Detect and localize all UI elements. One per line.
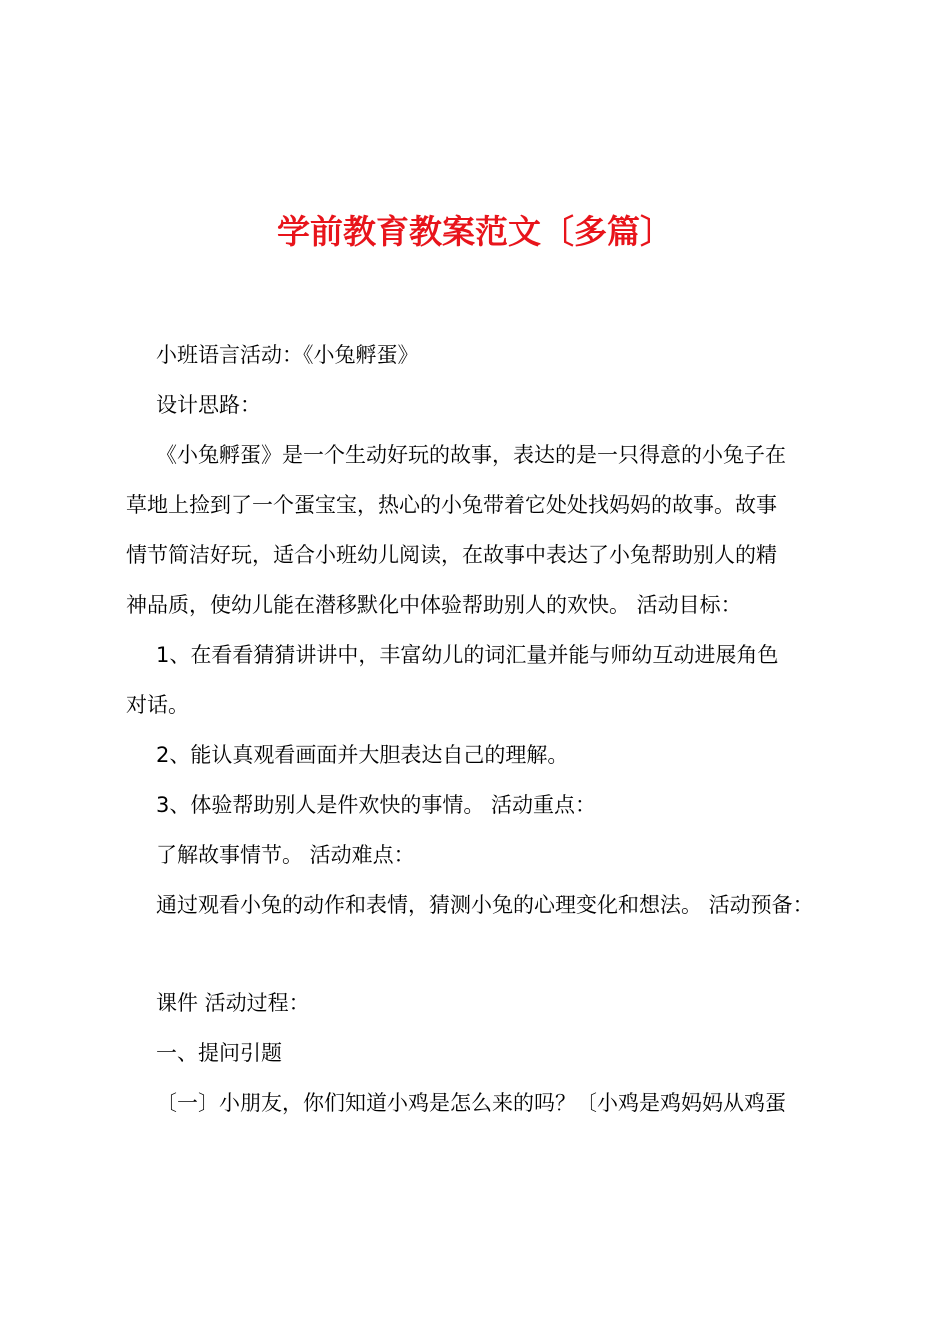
text-line: 《小兔孵蛋》是一个生动好玩的故事，表达的是一只得意的小兔子在 xyxy=(156,443,786,467)
text-line: 3、体验帮助别人是件欢快的事情。 活动重点： xyxy=(156,793,597,817)
text-line: 草地上捡到了一个蛋宝宝，热心的小兔带着它处处找妈妈的故事。故事 xyxy=(126,493,777,517)
text-line: 1、在看看猜猜讲讲中，丰富幼儿的词汇量并能与师幼互动进展角色 xyxy=(156,643,779,667)
text-line: 神品质，使幼儿能在潜移默化中体验帮助别人的欢快。 活动目标： xyxy=(126,593,742,617)
text-line: 对话。 xyxy=(126,693,189,717)
text-line: 了解故事情节。 活动难点： xyxy=(156,843,415,867)
text-line: 一、提问引题 xyxy=(156,1041,282,1065)
document-title: 学前教育教案范文〔多篇〕 xyxy=(277,212,673,251)
text-line: 〔一〕小朋友，你们知道小鸡是怎么来的吗？〔小鸡是鸡妈妈从鸡蛋 xyxy=(156,1091,786,1115)
text-line: 设计思路： xyxy=(156,393,261,417)
text-line: 2、能认真观看画面并大胆表达自己的理解。 xyxy=(156,743,569,767)
text-line: 小班语言活动：《小兔孵蛋》 xyxy=(156,343,419,367)
text-line: 通过观看小兔的动作和表情，猜测小兔的心理变化和想法。 活动预备： xyxy=(156,893,814,917)
text-line: 情节简洁好玩，适合小班幼儿阅读，在故事中表达了小兔帮助别人的精 xyxy=(126,543,777,567)
text-line: 课件 活动过程： xyxy=(156,991,310,1015)
